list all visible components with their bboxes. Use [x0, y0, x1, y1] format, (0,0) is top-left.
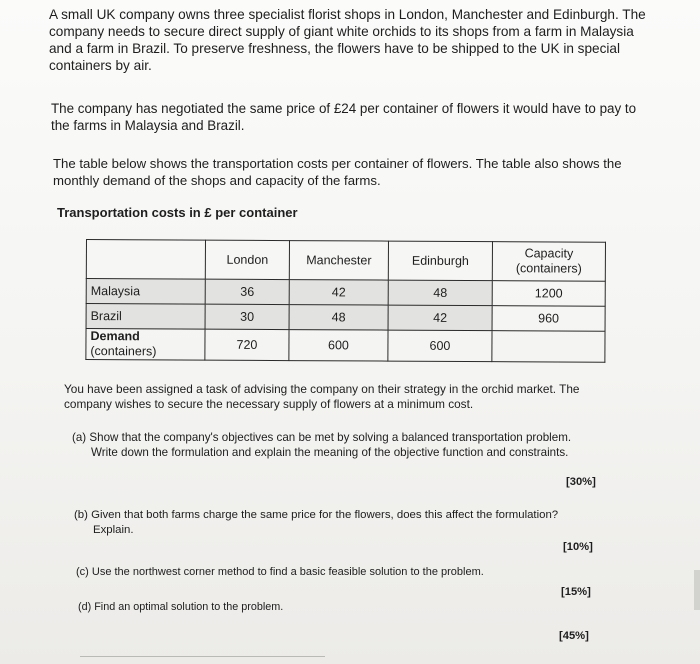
row-label-malaysia: Malaysia — [86, 279, 205, 305]
table-row — [86, 304, 605, 332]
question-a-line2: Write down the formulation and explain the meaning of the objective function and constraints. — [91, 446, 569, 459]
question-a-mark: [30%] — [566, 476, 596, 488]
cell-malaysia-edinburgh: 48 — [388, 280, 492, 306]
header-capacity-line1: Capacity — [524, 246, 574, 261]
question-c: (c) Use the northwest corner method to find a basic feasible solution to the problem. — [76, 566, 484, 578]
table-row-demand — [86, 329, 605, 363]
cell-demand-london: 720 — [205, 329, 289, 360]
table-title: Transportation costs in £ per container — [57, 205, 298, 220]
table-intro-paragraph: The table below shows the transportation costs per container of flowers. The table also shows the monthly demand of the shops and capacity of the farms. — [53, 156, 622, 188]
header-london: London — [205, 240, 289, 279]
cell-malaysia-manchester: 42 — [289, 280, 388, 306]
header-edinburgh: Edinburgh — [388, 241, 492, 281]
demand-label-line2: (containers) — [90, 344, 157, 359]
question-c-mark: [15%] — [561, 586, 591, 598]
question-a — [72, 430, 632, 460]
question-b-mark: [10%] — [563, 541, 593, 553]
task-paragraph: You have been assigned a task of advising the company on their strategy in the orchid market. The company wishes to secure the necessary supply of flowers at a minimum cost. — [64, 382, 580, 411]
footer-rule — [80, 656, 325, 657]
cell-demand-edinburgh: 600 — [388, 330, 492, 362]
header-capacity — [492, 242, 605, 282]
cell-demand-manchester: 600 — [289, 330, 388, 362]
question-d-mark: [45%] — [559, 630, 589, 642]
cell-malaysia-london: 36 — [205, 279, 289, 304]
table-header-row — [86, 240, 605, 282]
header-capacity-line2: (containers) — [515, 261, 582, 276]
question-d: (d) Find an optimal solution to the problem. — [78, 601, 284, 613]
cell-brazil-london: 30 — [205, 304, 289, 329]
transportation-cost-table — [85, 239, 606, 363]
question-a-line1: (a) Show that the company's objectives can be met by solving a balanced transportation problem. — [72, 431, 572, 444]
table-row — [86, 279, 605, 307]
cell-brazil-capacity: 960 — [492, 306, 605, 332]
cell-brazil-manchester: 48 — [289, 305, 388, 331]
header-blank-cell — [86, 240, 205, 280]
intro-paragraph: A small UK company owns three specialist florist shops in London, Manchester and Edinburgh. The company needs to secure direct supply of giant white orchids to its shops from a farm in Malaysia and a farm in Brazil. To preserve freshness, the flowers have to be shipped to the UK in special containers by air. — [49, 7, 646, 73]
row-label-brazil: Brazil — [86, 304, 205, 330]
question-b — [74, 508, 624, 538]
cell-demand-blank — [492, 331, 605, 363]
question-b-line1: (b) Given that both farms charge the same price for the flowers, does this affect the formulation? — [74, 509, 559, 521]
cell-brazil-edinburgh: 42 — [388, 305, 492, 331]
header-manchester: Manchester — [289, 241, 388, 281]
price-paragraph: The company has negotiated the same price of £24 per container of flowers it would have to pay to the farms in Malaysia and Brazil. — [51, 101, 637, 133]
question-b-line2: Explain. — [93, 524, 134, 536]
row-label-demand — [86, 329, 205, 361]
demand-label-line1: Demand — [90, 329, 140, 344]
cell-malaysia-capacity: 1200 — [492, 281, 605, 307]
page-edge-shadow — [694, 570, 700, 610]
